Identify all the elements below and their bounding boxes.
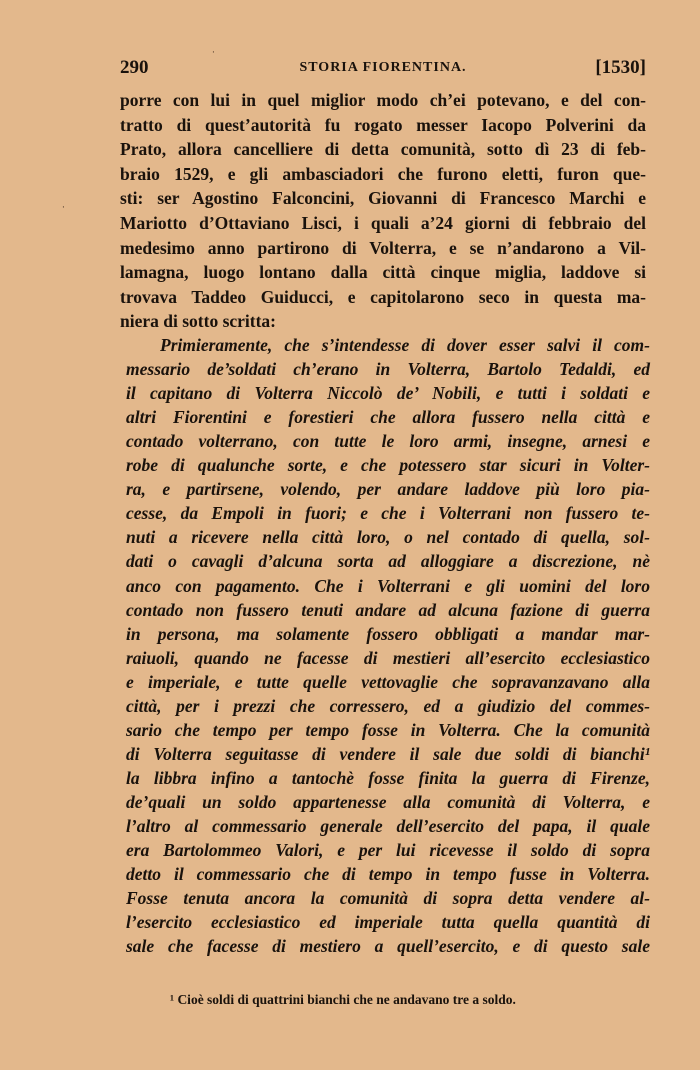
terms-line: contado non fussero tenuti andare ad alcuna fazione di guerra bbox=[126, 599, 650, 620]
terms-line: Fosse tenuta ancora la comunità di sopra detta vendere al- bbox=[126, 888, 650, 909]
terms-line: l’esercito ecclesiastico ed imperiale tutta quella quantità di bbox=[126, 912, 650, 933]
terms-line: e imperiale, e tutte quelle vettovaglie che sopravanzavano alla bbox=[126, 671, 650, 692]
terms-line: raiuoli, quando ne facesse di mestieri all’esercito ecclesiastico bbox=[126, 647, 650, 668]
body-line: Prato, allora cancelliere di detta comunità, sotto dì 23 di feb- bbox=[120, 139, 646, 160]
footnote-text: Cioè soldi di quattrini bianchi che ne andavano tre a soldo. bbox=[177, 992, 516, 1007]
terms-line: robe di qualunche sorte, e che potessero star sicuri in Volter- bbox=[126, 455, 650, 476]
terms-line: in persona, ma solamente fossero obbligati a mandar mar- bbox=[126, 623, 650, 644]
terms-line: città, per i prezzi che corressero, ed a giudizio del commes- bbox=[126, 695, 650, 716]
terms-line: l’altro al commessario generale dell’esercito del papa, il quale bbox=[126, 816, 650, 836]
header-year: [1530] bbox=[595, 57, 646, 78]
terms-line: anco con pagamento. Che i Volterrani e gli uomini del loro bbox=[126, 575, 650, 596]
terms-line: la libbra infino a tantochè fosse finita la guerra di Firenze, bbox=[126, 767, 650, 788]
terms-line: altri Fiorentini e forestieri che allora fussero nella città e bbox=[126, 407, 650, 428]
terms-line: ra, e partirsene, volendo, per andare laddove più loro pia- bbox=[126, 479, 650, 500]
body-line: medesimo anno partirono di Volterra, e se n’andarono a Vil- bbox=[120, 237, 646, 258]
terms-line: de’quali un soldo appartenesse alla comunità di Volterra, e bbox=[126, 791, 650, 812]
terms-line: messario de’soldati ch’erano in Volterra, Bartolo Tedaldi, ed bbox=[126, 359, 650, 380]
terms-line: nuti a ricevere nella città loro, o nel contado di quella, sol- bbox=[126, 527, 650, 548]
terms-line: cesse, da Empoli in fuori; e che i Volterrani non fussero te- bbox=[126, 503, 650, 524]
terms-line: sale che facesse di mestiero a quell’esercito, e di questo sale bbox=[126, 936, 650, 957]
speck-mark: · bbox=[212, 48, 215, 58]
body-line: trovava Taddeo Guiducci, e capitolarono seco in questa ma- bbox=[120, 286, 646, 307]
terms-line: Primieramente, che s’intendesse di dover esser salvi il com- bbox=[160, 335, 650, 355]
body-line: sti: ser Agostino Falconcini, Giovanni di Francesco Marchi e bbox=[120, 188, 646, 209]
terms-line: contado volterrano, con tutte le loro armi, insegne, arnesi e bbox=[126, 431, 650, 452]
terms-line: sario che tempo per tempo fosse in Volterra. Che la comunità bbox=[126, 719, 650, 740]
page-header bbox=[120, 57, 646, 83]
terms-line: il capitano di Volterra Niccolò de’ Nobili, e tutti i soldati e bbox=[126, 383, 650, 404]
body-line: tratto di quest’autorità fu rogato messer Iacopo Polverini da bbox=[120, 114, 646, 135]
body-line: braio 1529, e gli ambasciadori che furono eletti, furon que- bbox=[120, 163, 646, 184]
page-number: 290 bbox=[120, 57, 149, 78]
terms-line: di Volterra seguitasse di vendere il sale due soldi di bianchi¹ bbox=[126, 743, 650, 764]
terms-line: era Bartolommeo Valori, e per lui ricevesse il soldo di sopra bbox=[126, 840, 650, 861]
terms-line: detto il commessario che di tempo in tempo fusse in Volterra. bbox=[126, 864, 650, 885]
body-line: niera di sotto scritta: bbox=[120, 311, 277, 332]
terms-line: dati o cavagli d’alcuna sorta ad alloggiare a discrezione, nè bbox=[126, 551, 650, 572]
running-title: STORIA FIORENTINA. bbox=[299, 60, 467, 75]
body-line: porre con lui in quel miglior modo ch’ei potevano, e del con- bbox=[120, 90, 646, 110]
body-line: Mariotto d’Ottaviano Lisci, i quali a’24 giorni di febbraio del bbox=[120, 213, 646, 233]
footnote bbox=[170, 992, 650, 1008]
speck-mark: · bbox=[62, 203, 65, 213]
footnote-marker: ¹ bbox=[170, 992, 175, 1007]
body-line: lamagna, luogo lontano dalla città cinque miglia, laddove si bbox=[120, 262, 646, 283]
